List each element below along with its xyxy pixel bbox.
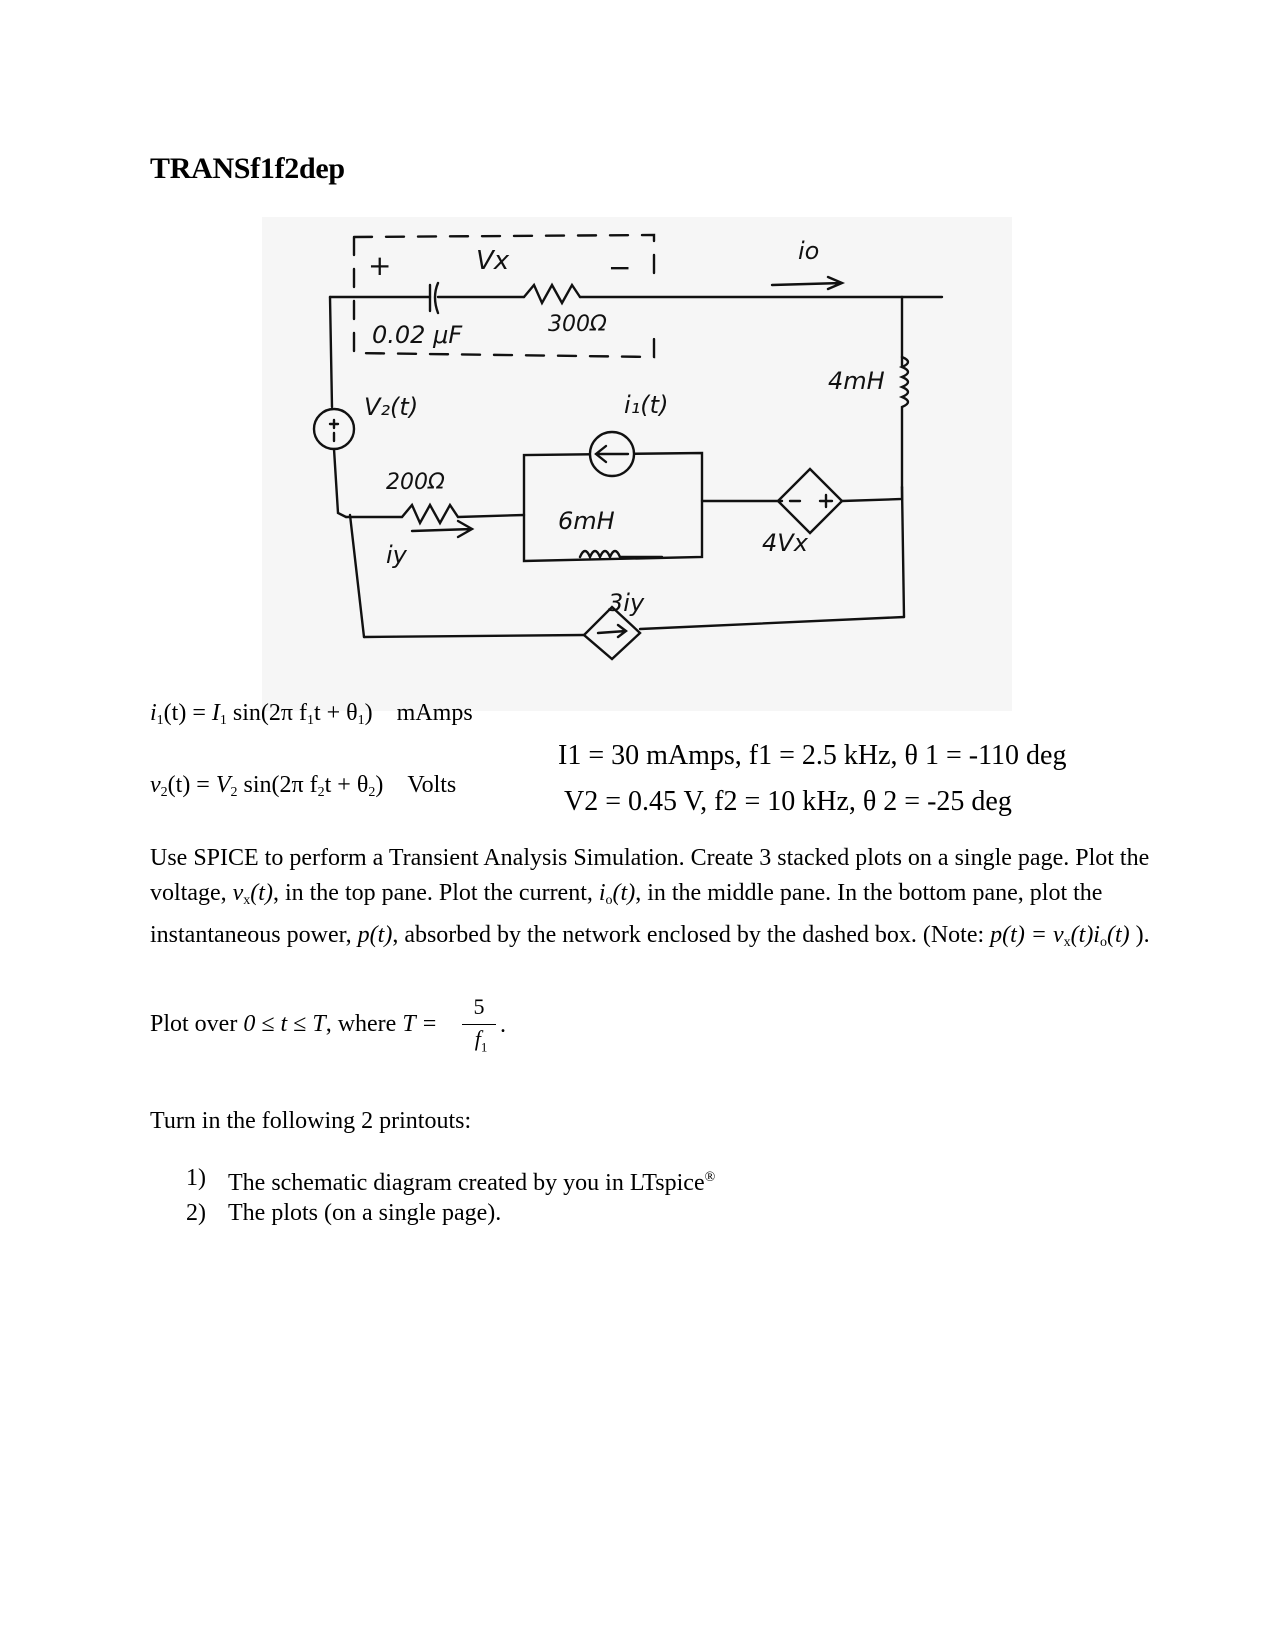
plot-range-period: . xyxy=(500,1012,506,1038)
turn-in-heading: Turn in the following 2 printouts: xyxy=(150,1108,472,1134)
v2-equation: $v_2(t) = V_2$ sin(2π $f_2t + \theta_2$) Volts xyxy=(150,772,457,800)
capacitor-symbol xyxy=(430,283,438,313)
plot-range: Plot over 0 ≤ t ≤ T, where T = xyxy=(150,1011,438,1037)
capacitor-label: 0.02 μF xyxy=(372,321,463,349)
inductor-4mh-label: 4mH xyxy=(828,367,885,395)
fraction-bar xyxy=(462,1024,496,1025)
dep-vsource-label: 4Vx xyxy=(762,529,808,557)
page-title: TRANSf1f2dep xyxy=(150,152,345,185)
vx-plus-label: + xyxy=(368,249,392,282)
inductor-6mh-label: 6mH xyxy=(558,507,615,535)
v2-unit: Volts xyxy=(407,772,457,798)
io-label: io xyxy=(798,237,820,265)
inductor-4mh-symbol xyxy=(902,357,908,487)
fraction-numerator: 5 xyxy=(473,994,485,1019)
resistor-200-symbol xyxy=(346,505,524,523)
turn-in-list xyxy=(186,1163,715,1228)
vx-label: Vx xyxy=(476,246,510,276)
r200-label: 200Ω xyxy=(386,470,445,495)
inductor-6mh-symbol xyxy=(580,551,662,557)
params-line-1: I1 = 30 mAmps, f1 = 2.5 kHz, θ 1 = -110 deg xyxy=(558,740,1067,771)
instructions-paragraph: Use SPICE to perform a Transient Analysis Simulation. Create 3 stacked plots on a single page. Plot the voltage, $v_x(t)$, in the top pane. Plot the current, $i_o(t)$, in the middle pane. In the bottom pane, plot the instantaneous power, p(t), absorbed by the network enclosed by the dashed box. (Note: $p(t) = v_x(t)i_o(t)$ ). xyxy=(150,845,1150,950)
list-item: 1) The schematic diagram created by you in LTspice® xyxy=(186,1165,716,1196)
i1-unit: mAmps xyxy=(396,700,473,726)
fraction-denominator: $f_1$ xyxy=(474,1026,488,1055)
vx-minus-label: − xyxy=(608,251,632,284)
v2-label: V₂(t) xyxy=(364,393,419,421)
i1-label: i₁(t) xyxy=(624,391,669,419)
left-wire xyxy=(330,297,332,407)
dep-isource-label: 3iy xyxy=(608,589,645,617)
i1-equation: $i_1(t) = I_1$ sin(2π $f_1t + \theta_1$) mAmps xyxy=(150,700,473,728)
r300-label: 300Ω xyxy=(548,312,607,337)
params-line-2: V2 = 0.45 V, f2 = 10 kHz, θ 2 = -25 deg xyxy=(564,786,1012,817)
circuit-schematic xyxy=(262,217,1012,711)
list-item: 2) The plots (on a single page). xyxy=(186,1200,502,1226)
resistor-300-symbol xyxy=(524,285,580,303)
iy-label: iy xyxy=(386,541,407,569)
